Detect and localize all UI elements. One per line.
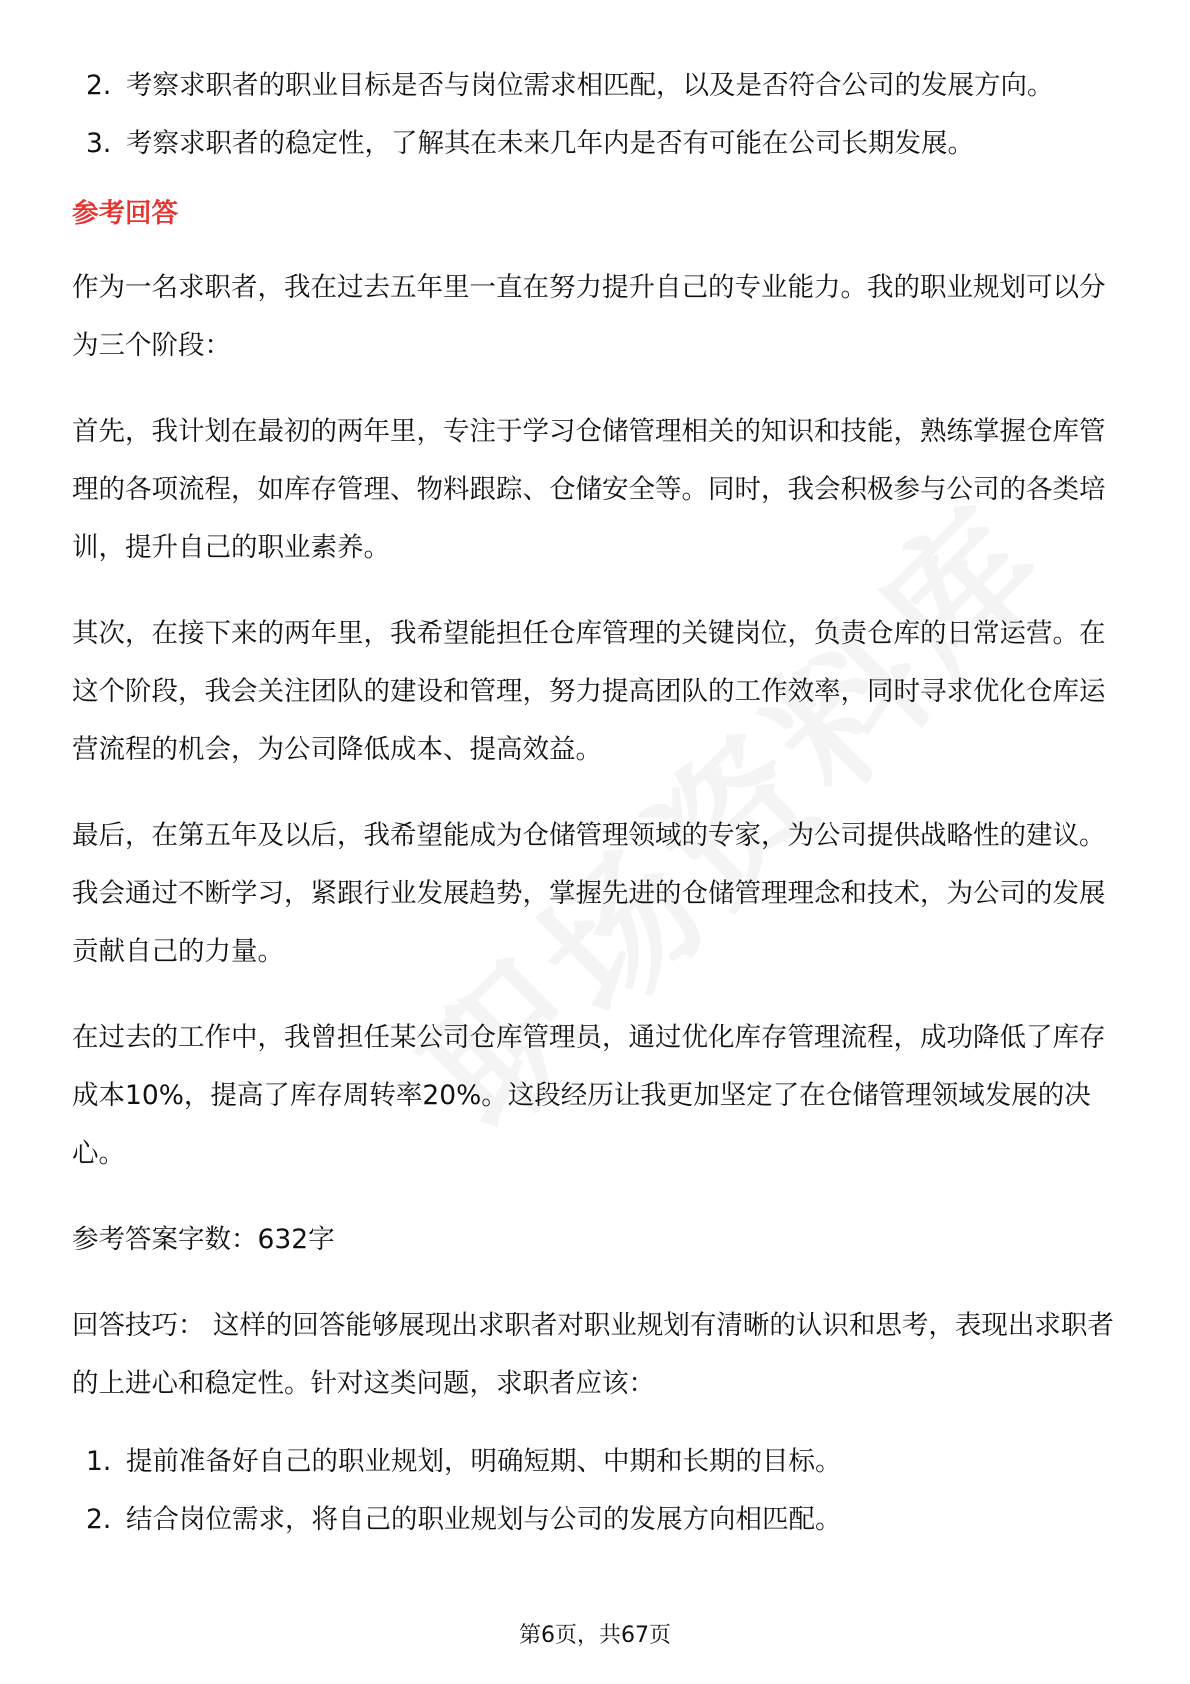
- tips-list: [72, 1433, 1122, 1549]
- list-item-number: 2.: [86, 1504, 112, 1535]
- list-item: [72, 115, 1122, 173]
- word-count: 参考答案字数：632字: [72, 1224, 335, 1255]
- list-item: [72, 1433, 1122, 1491]
- list-item-text: 考察求职者的职业目标是否与岗位需求相匹配，以及是否符合公司的发展方向。: [126, 70, 1054, 101]
- paragraph-third-stage: 最后，在第五年及以后，我希望能成为仓储管理领域的专家，为公司提供战略性的建议。我会通过不断学习，紧跟行业发展趋势，掌握先进的仓储管理理念和技术，为公司的发展贡献自己的力量。: [72, 820, 1106, 967]
- list-item-number: 1.: [86, 1446, 112, 1477]
- list-item-number: 3.: [86, 128, 112, 159]
- section-title: 参考回答: [72, 198, 178, 229]
- list-item-number: 2.: [86, 70, 112, 101]
- list-item-text: 结合岗位需求，将自己的职业规划与公司的发展方向相匹配。: [126, 1504, 842, 1535]
- paragraph-second-stage: 其次，在接下来的两年里，我希望能担任仓库管理的关键岗位，负责仓库的日常运营。在这个阶段，我会关注团队的建设和管理，努力提高团队的工作效率，同时寻求优化仓库运营流程的机会，为公司降低成本、提高效益。: [72, 618, 1106, 765]
- answer-tips: 回答技巧： 这样的回答能够展现出求职者对职业规划有清晰的认识和思考，表现出求职者的上进心和稳定性。针对这类问题，求职者应该：: [72, 1310, 1114, 1399]
- list-item-text: 提前准备好自己的职业规划，明确短期、中期和长期的目标。: [126, 1446, 842, 1477]
- paragraph-intro: 作为一名求职者，我在过去五年里一直在努力提升自己的专业能力。我的职业规划可以分为三个阶段：: [72, 272, 1106, 361]
- criteria-list: [72, 57, 1122, 173]
- list-item-text: 考察求职者的稳定性，了解其在未来几年内是否有可能在公司长期发展。: [126, 128, 974, 159]
- list-item: [72, 1491, 1122, 1549]
- content-area: [72, 57, 1122, 1549]
- paragraph-first-stage: 首先，我计划在最初的两年里，专注于学习仓储管理相关的知识和技能，熟练掌握仓库管理的各项流程，如库存管理、物料跟踪、仓储安全等。同时，我会积极参与公司的各类培训，提升自己的职业素养。: [72, 416, 1106, 563]
- list-item: [72, 57, 1122, 115]
- page-footer: 第6页，共67页: [519, 1623, 671, 1648]
- paragraph-experience: 在过去的工作中，我曾担任某公司仓库管理员，通过优化库存管理流程，成功降低了库存成本10%，提高了库存周转率20%。这段经历让我更加坚定了在仓储管理领域发展的决心。: [72, 1022, 1106, 1169]
